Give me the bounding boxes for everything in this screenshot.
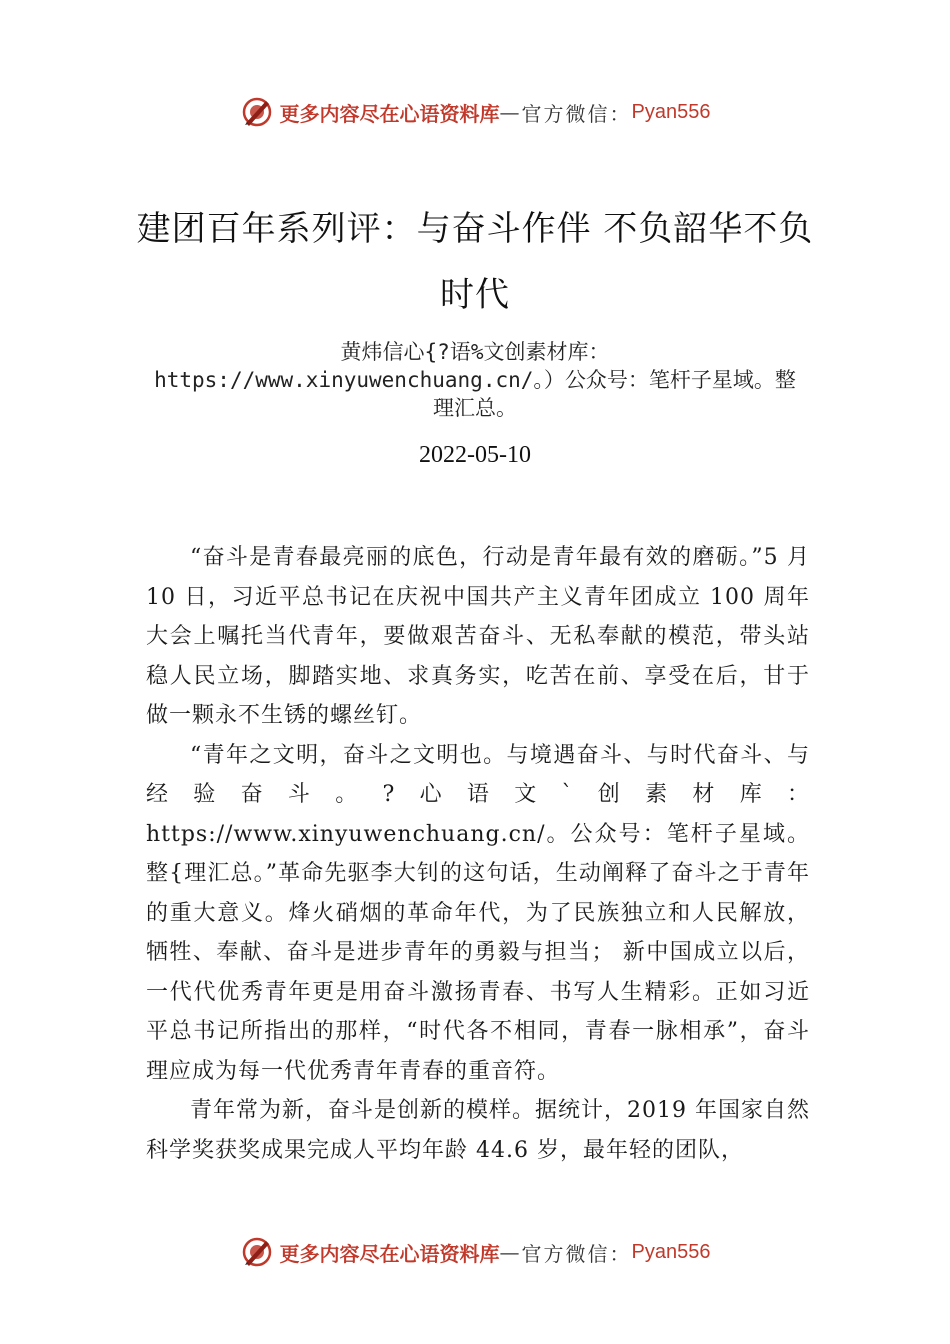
header-banner xyxy=(0,92,950,132)
footer-banner xyxy=(0,1232,950,1272)
pen-logo-icon xyxy=(240,1235,274,1269)
article-title: 建团百年系列评：与奋斗作伴 不负韶华不负时代 xyxy=(136,209,814,315)
banner-slogan: 更多内容尽在心语资料库 xyxy=(279,1241,500,1266)
banner-wechat-id: Pyan556 xyxy=(631,100,711,123)
banner-dash: — xyxy=(499,100,522,124)
paragraph: “青年之文明，奋斗之文明也。与境遇奋斗、与时代奋斗、与经验奋斗。?心语文`创素材库：https://www.xinyuwenchuang.cn/。公众号：笔杆子星域。整{理汇总。”革命先驱李大钊的这句话，生动阐释了奋斗之于青年的重大意义。烽火硝烟的革命年代，为了民族独立和人民解放，牺牲、奉献、奋斗是进步青年的勇毅与担当； 新中国成立以后，一代代优秀青年更是用奋斗激扬青春、书写人生精彩。正如习近平总书记所指出的那样，“时代各不相同，青春一脉相承”，奋斗理应成为每一代优秀青年青春的重音符。 xyxy=(146,742,810,1084)
paragraph: 青年常为新，奋斗是创新的模样。据统计，2019 年国家自然科学奖获奖成果完成人平均年龄 44.6 岁，最年轻的团队， xyxy=(146,1098,810,1163)
banner-dash: — xyxy=(499,1240,522,1264)
banner-slogan: 更多内容尽在心语资料库 xyxy=(279,101,500,126)
paragraph: “奋斗是青春最亮丽的底色，行动是青年最有效的磨砺。”5 月 10 日，习近平总书记在庆祝中国共产主义青年团成立 100 周年大会上嘱托当代青年，要做艰苦奋斗、无私奉献的模范，带头站稳人民立场，脚踏实地、求真务实，吃苦在前、享受在后，甘于做一颗永不生锈的螺丝钉。 xyxy=(146,545,810,728)
article-byline: 黄炜信心{?语%文创素材库：https://www.xinyuwenchuang.cn/。）公众号：笔杆子星域。整理汇总。 xyxy=(154,340,796,420)
banner-wechat-label: 官方微信： xyxy=(521,1241,632,1266)
article-body xyxy=(146,538,810,1170)
banner-wechat-label: 官方微信： xyxy=(521,101,632,126)
banner-wechat-id: Pyan556 xyxy=(631,1240,711,1263)
pen-logo-icon xyxy=(240,95,274,129)
article-date: 2022-05-10 xyxy=(419,442,531,468)
